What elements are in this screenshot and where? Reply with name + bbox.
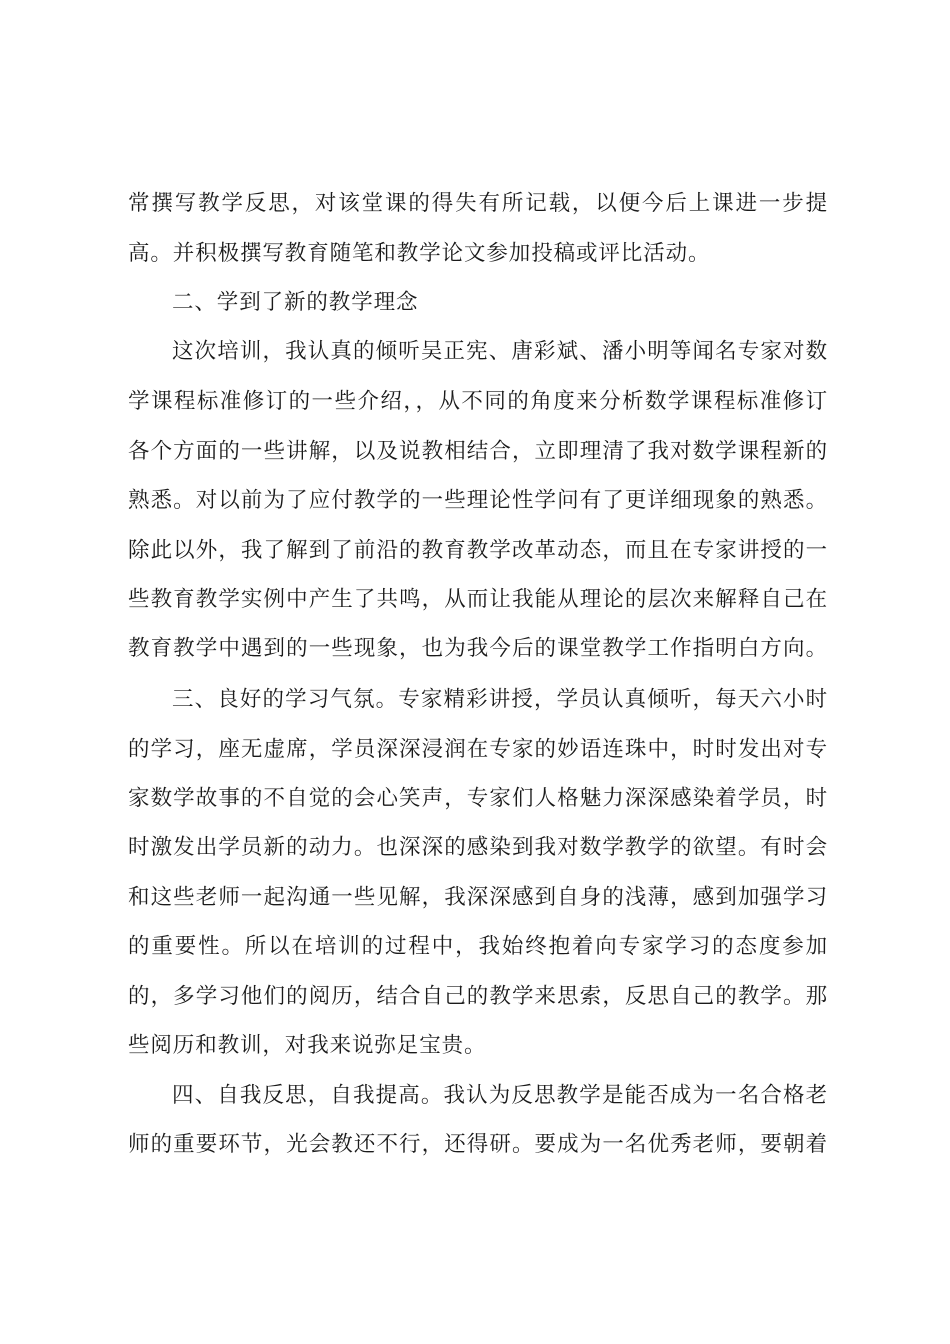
- text-line: 熟悉。对以前为了应付教学的一些理论性学问有了更详细现象的熟悉。: [128, 488, 828, 513]
- text-line: 师的重要环节，光会教还不行，还得研。要成为一名优秀老师，要朝着: [128, 1132, 828, 1157]
- text-line: 时激发出学员新的动力。也深深的感染到我对数学教学的欲望。有时会: [128, 835, 828, 860]
- text-line: 些教育教学实例中产生了共鸣，从而让我能从理论的层次来解释自己在: [128, 587, 828, 612]
- text-line: 家数学故事的不自觉的会心笑声，专家们人格魅力深深感染着学员，时: [128, 786, 828, 811]
- text-line: 的学习，座无虚席，学员深深浸润在专家的妙语连珠中，时时发出对专: [128, 737, 828, 762]
- text-line: 和这些老师一起沟通一些见解，我深深感到自身的浅薄，感到加强学习: [128, 885, 828, 910]
- text-line: 些阅历和教训，对我来说弥足宝贵。: [128, 1033, 487, 1058]
- text-line: 四、自我反思，自我提高。我认为反思教学是能否成为一名合格老: [172, 1083, 828, 1108]
- text-line: 三、良好的学习气氛。专家精彩讲授，学员认真倾听，每天六小时: [172, 687, 828, 712]
- text-line: 除此以外，我了解到了前沿的教育教学改革动态，而且在专家讲授的一: [128, 538, 828, 563]
- text-line: 的，多学习他们的阅历，结合自己的教学来思索，反思自己的教学。那: [128, 984, 828, 1009]
- text-line: 这次培训，我认真的倾听吴正宪、唐彩斌、潘小明等闻名专家对数: [172, 339, 828, 364]
- text-line: 学课程标准修订的一些介绍，，从不同的角度来分析数学课程标准修订: [128, 389, 828, 414]
- section-heading: 二、学到了新的教学理念: [172, 290, 419, 315]
- text-line: 教育教学中遇到的一些现象，也为我今后的课堂教学工作指明白方向。: [128, 636, 828, 661]
- text-line: 常撰写教学反思，对该堂课的得失有所记载，以便今后上课进一步提: [128, 191, 828, 216]
- text-line: 各个方面的一些讲解，以及说教相结合，立即理清了我对数学课程新的: [128, 439, 828, 464]
- text-line: 高。并积极撰写教育随笔和教学论文参加投稿或评比活动。: [128, 241, 711, 266]
- text-line: 的重要性。所以在培训的过程中，我始终抱着向专家学习的态度参加: [128, 934, 828, 959]
